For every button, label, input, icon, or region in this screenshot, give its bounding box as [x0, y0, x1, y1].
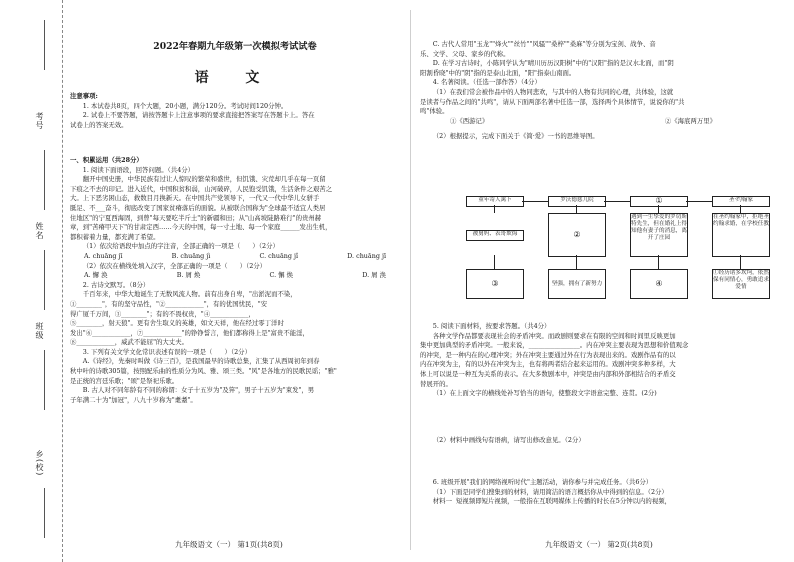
mm-mid-4: 在圣约翰家中，拒绝圣约翰求婚，在学校任教	[712, 213, 770, 257]
blank-2-marker: ②	[573, 230, 581, 239]
mind-map	[420, 196, 776, 308]
passage-line: 翻开中国史册，中华民族有过让人惊叹的繁荣和盛世，但饥饿、灾荒却几乎在每一页留	[82, 175, 326, 184]
blank-4-marker: ④	[655, 279, 663, 288]
question-1: 1. 阅读下面语段，回答问题。（共4分）	[82, 165, 195, 174]
question-3: 3. 下列有关文学文化常识表述有误的一项是（ ）（2分）	[82, 347, 251, 356]
fill-line	[44, 150, 45, 210]
q3-continued	[420, 40, 776, 142]
q3-a-line: 秋中叶的诗歌305篇，按照配乐曲的性质分为风、雅、颂三类。"风"是各地方的民歌民谣；"雅"	[70, 367, 337, 376]
options-1-1	[70, 252, 400, 262]
q5-line: 替展开的。	[420, 379, 452, 388]
options-1-2	[70, 271, 400, 281]
mm-arrow	[522, 201, 548, 202]
mm-mid-3: 遇到一生挚爱的罗切斯特先生，但在婚礼上得知他有妻子的消息，离开了庄园	[630, 213, 688, 257]
mm-bottom-4: ①经历诸多坎坷，依然保有同情心，勇敢追求爱情	[712, 269, 770, 299]
label-class: 班级	[35, 322, 44, 340]
mm-connector	[494, 255, 495, 269]
page-1	[70, 0, 400, 562]
q3-c-line: C. 古代人常用"玉龙""烽火""丝竹""风骚""桑梓""桑麻"等分别为宝剑、战争、音	[432, 40, 656, 48]
q6-material-1: 材料一 短视频即短片视频，一般指在互联网媒体上传播的时长在5分钟以内的视频，	[432, 497, 671, 506]
q6-1: （1）下面是同学们搜集到的材料，请用简洁的语言概括你从中得到的信息。（2分）	[432, 487, 668, 496]
q3-a-line: A.《诗经》，先秦时叫做《诗三百》，是我国最早的诗歌总集，汇集了从西周初年到春	[82, 357, 320, 366]
q5-line: 集中更加典型的矛盾冲突。一般来说，________________。内在冲突主要表现为思想和价值观念	[420, 341, 689, 350]
q5-1: （1）在上面文字的横线处补写恰当的语句，使整段文字语意完整、连贯。(2分)	[432, 389, 657, 398]
notes-heading: 注意事项:	[70, 92, 98, 100]
option-c: C. 懈 焕	[269, 271, 293, 280]
fill-line	[44, 488, 45, 538]
q3-d-line: 阳割昏晓"中的"阴"指的是泰山北面，"阳"指泰山南面。	[420, 68, 576, 77]
q3-d-line: D. 在学习古诗时，小陈同学认为"晴川历历汉阳树"中的"汉阳"指的是汉水北面，而"阴	[432, 59, 674, 68]
passage-line: 住地区"的宁夏西海固，到曾"每天要吃半斤土"的新疆和田；从"山高坡陡路难行"的贵州赫	[70, 213, 322, 222]
poem-line: 得广厦千万间，③________"；有的不畏权贵，"④____________，	[70, 309, 255, 318]
q3-c-line: 乐、文学、父母、家乡的代称。	[420, 49, 510, 58]
q5-line: 体上可以说是一种互为关系的表示。在大多数剧本中，冲突是由内部和外部相结合的矛盾交	[420, 369, 676, 378]
book-option: ②《海底两万里》	[664, 116, 716, 125]
poem-line: ①________"，有的坚守品性，"②____________"，有的优国忧民，"安	[70, 299, 268, 308]
q4-1-line: （1）在我们常会被作品中的人物同悲欢，与其中的人物有共同的心理，共体验，这就	[432, 87, 674, 96]
q4-2: （2）根据提示，完成下面关于《简·爱》一书的思维导图。	[432, 132, 599, 141]
book-options	[420, 117, 776, 127]
label-exam-number: 考号	[35, 112, 44, 130]
poem-line: 发出"⑥____________，⑦____________"的铮铮誓言，他们都称得上是"富贵不能淫，	[70, 328, 309, 337]
passage-line: 都积蓄着力量，都充满了希望。	[70, 232, 160, 241]
mm-arrow	[604, 201, 630, 202]
question-2: 2. 古诗文默写。（8分）	[82, 280, 150, 289]
q4-1-line: 鸣"体验。	[420, 107, 449, 116]
mm-arrow	[686, 201, 712, 202]
q3-b-line: 子年满二十为"加冠"，八九十岁称为"耄耋"。	[70, 395, 197, 404]
page-footer: 九年级语文（一） 第1页(共8页)	[175, 540, 283, 549]
mm-bottom-2: 坚强，拥有了新努力	[548, 269, 606, 299]
mm-connector	[658, 205, 659, 213]
option-a: A. 懈 涣	[84, 271, 108, 280]
notes	[70, 92, 400, 130]
fill-line	[44, 350, 45, 410]
q5-line: 的冲突，是一种内在的心理冲突；外在冲突主要通过外在行为表现出来的。戏剧作品有的以	[420, 350, 676, 359]
label-name: 姓名	[35, 222, 44, 240]
fill-line	[44, 20, 45, 70]
question-4: 4. 名著阅读。（任选一部作答）（4分）	[432, 78, 541, 87]
option-d: D. chuāng jī	[347, 251, 386, 260]
section-heading: 一、积累运用（共28分）	[70, 156, 143, 164]
question-5-block	[420, 322, 776, 399]
mm-connector	[576, 255, 577, 269]
mm-top-1: 童年寄人篱下	[466, 196, 524, 207]
passage-line: 大。上下恶劣困山态，救数目月换新天。在中国共产党领导下，一代又一代中华儿女骈手	[70, 194, 320, 203]
q5-2: （2）材料中画线句有语病，请写出修改意见。（2分）	[432, 436, 585, 444]
mm-top-4: 圣·约翰家	[712, 196, 770, 207]
page-divider	[410, 10, 411, 550]
blank-1-marker: ①	[655, 196, 663, 205]
passage-line: 下痕之不去的印记。进入近代，中国积贫积弱，山河破碎，人民饱受饥饿，生活条件之艰苦之	[70, 184, 333, 193]
poem-line: 千百年来，中华大地诞生了无数风流人物。前有出身自卑，"出淤泥而不染，	[82, 290, 297, 299]
passage-line: 章，到"苦瘠甲天下"的甘肃定西……今天的中国，每一寸土地、每一个家庭______发出生机，	[70, 223, 332, 232]
option-d: D. 屑 涣	[362, 271, 386, 280]
note-line: 试卷上的答案无效。	[70, 120, 128, 129]
label-school: 乡(校)	[35, 450, 44, 477]
mm-mid-1: 被舅妈、表哥欺侮	[466, 230, 524, 241]
blank-3-marker: ③	[491, 279, 499, 288]
section-1	[70, 156, 400, 405]
mm-connector	[740, 205, 741, 213]
mm-bottom-1	[466, 269, 524, 299]
passage-line: 胝足、不___奋斗，彻底改变了国家贫瘠落后的面貌。从被联合国称为"全球最不适宜人类居	[70, 203, 326, 212]
q4-1-line: 是读者与作品之间的"共鸣"，请从下面两部名著中任选一部，选择两个具体情节，说说你的"共	[420, 97, 685, 106]
note-line: 1. 本试卷共8页，四个大题，20小题，满分120分。考试时间120分钟。	[82, 101, 288, 110]
mm-bottom-3	[630, 269, 688, 299]
mm-connector	[658, 255, 659, 269]
q5-line: 内在冲突为主，有的以外在冲突为主，也有将两者结合起来运用的。戏剧冲突多种多样，大	[420, 360, 676, 369]
mm-top-3	[630, 196, 688, 207]
option-b: B. chuāng jì	[171, 251, 211, 260]
subject-title: 语 文	[194, 70, 276, 86]
q5-line: 各种文学作品都要表现社会的矛盾冲突。而政剧则要求在有限的空间和时间里反映更加	[432, 331, 676, 340]
question-1-1: （1）依次给语段中加点的字注音，全部正确的一项是（ ）（2分）	[82, 242, 279, 251]
question-5-2-block	[420, 436, 776, 446]
binding-margin	[0, 0, 63, 562]
exam-title: 2022年春期九年级第一次模拟考试试卷	[153, 41, 317, 52]
question-1-2: （2）依次在横线处填入汉字，全部正确的一项是（ ）（2分）	[82, 261, 267, 270]
option-b: B. 屑 焕	[176, 271, 201, 280]
note-line: 2. 试卷上不要答题，请按答题卡上注意事项的要求直接把答案写在答题卡上。答在	[82, 111, 315, 120]
mm-connector	[740, 255, 741, 269]
question-6: 6. 班级开展"我们的网络视听时代"主题活动，请你参与并完成任务。（共6分）	[432, 478, 653, 486]
book-option: ①《西游记》	[450, 116, 489, 125]
mm-top-2: 罗沃德慈儿院	[548, 196, 606, 207]
question-5: 5. 阅读下面材料，按要求答题。（共4分）	[432, 322, 551, 330]
mm-mid-2	[548, 213, 606, 257]
option-c: C. chuāng jǐ	[259, 251, 299, 260]
poem-line: ⑧____________，威武不能屈"的大丈夫。	[70, 338, 188, 347]
poem-line: ⑤________，射天狼"。更有舍生取义的英雄，如文天祥，他在经过零丁洋时	[70, 319, 284, 328]
question-6-block	[420, 478, 776, 507]
q3-a-line: 是正统的宫廷乐歌；"颂"是祭祀乐歌。	[70, 376, 179, 385]
page-2	[420, 0, 776, 562]
q3-b-line: B. 古人对不同年龄有不同的称谓：女子十五岁为"及笄"，男子十五岁为"束发"，男	[82, 386, 315, 395]
mm-connector	[576, 205, 577, 213]
page-footer: 九年级语文（一） 第2页(共8页)	[545, 540, 653, 549]
fill-line	[44, 250, 45, 310]
mm-connector	[494, 205, 495, 213]
option-a: A. chuāng jī	[84, 251, 123, 260]
